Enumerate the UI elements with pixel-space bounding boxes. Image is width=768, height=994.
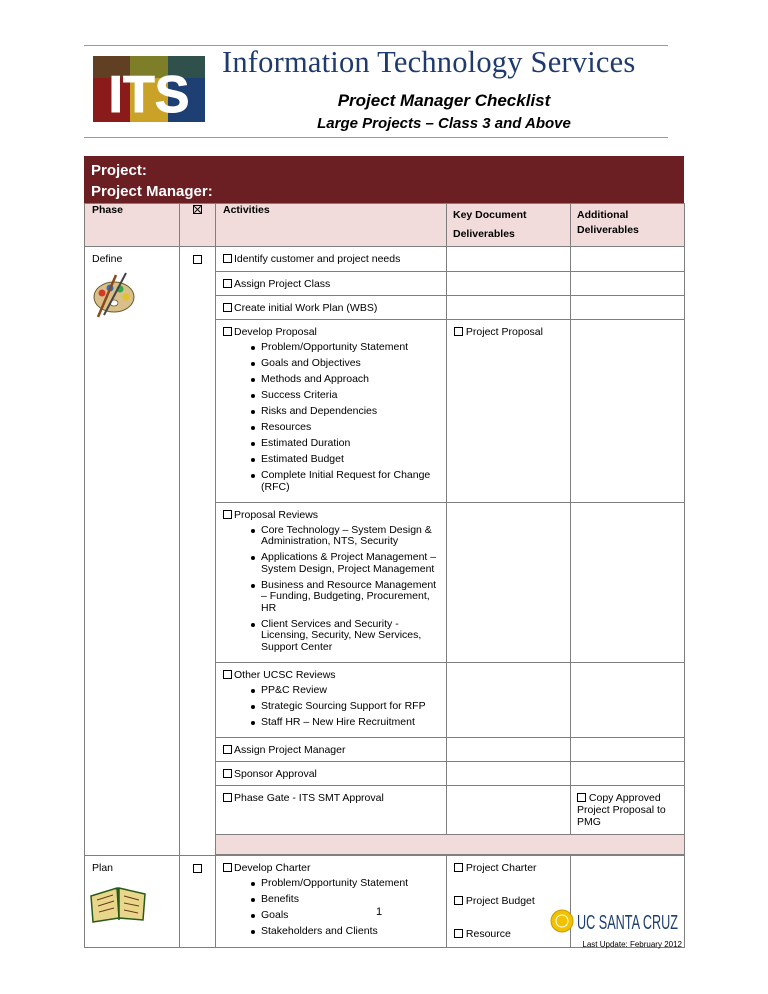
project-manager-label: Project Manager:: [91, 183, 213, 200]
empty-checkbox-icon[interactable]: [223, 327, 232, 336]
ucsc-review-items-list: [223, 685, 440, 729]
additional-cell: [571, 785, 685, 834]
list-item: Staff HR – New Hire Recruitment: [261, 717, 440, 729]
list-item: Estimated Budget: [261, 454, 440, 466]
page-number: 1: [376, 906, 383, 918]
key-doc-label: Project Proposal: [465, 326, 543, 338]
header-rule: [84, 137, 668, 138]
empty-checkbox-icon: [193, 864, 202, 873]
phase-define-cell: [85, 247, 180, 856]
phase-header: Phase: [85, 204, 180, 247]
empty-checkbox-icon[interactable]: [223, 769, 232, 778]
additional-label: Copy Approved Project Proposal to PMG: [577, 791, 666, 828]
additional-cell: [571, 272, 685, 296]
additional-cell: [571, 662, 685, 737]
list-item: Core Technology – System Design & Administration, NTS, Security: [261, 525, 440, 548]
key-doc-cell: [447, 247, 571, 272]
list-item: Problem/Opportunity Statement: [261, 878, 440, 890]
activity-label: Assign Project Class: [234, 278, 331, 290]
project-label: Project:: [91, 162, 147, 179]
empty-checkbox-icon[interactable]: [577, 793, 586, 802]
additional-cell: [571, 296, 685, 320]
additional-deliverables-header: Additional Deliverables: [571, 204, 685, 247]
activity-label: Phase Gate - ITS SMT Approval: [234, 791, 384, 804]
phase-name: Plan: [92, 861, 114, 874]
phase-define-checkbox[interactable]: [180, 247, 216, 856]
project-banner: [84, 156, 684, 203]
activity-label: Identify customer and project needs: [234, 253, 401, 265]
empty-checkbox-icon[interactable]: [223, 303, 232, 312]
open-book-icon: [89, 884, 147, 924]
activity-cell: [216, 320, 447, 503]
list-item: Stakeholders and Clients: [261, 926, 440, 938]
checklist-table: [84, 203, 685, 948]
proposal-items-list: [223, 342, 440, 493]
activity-label: Sponsor Approval: [234, 767, 317, 780]
empty-checkbox-icon[interactable]: [223, 863, 232, 872]
empty-checkbox-icon[interactable]: [223, 793, 232, 802]
list-item: Applications & Project Management – System Design, Project Management: [261, 552, 440, 575]
activity-cell: [216, 296, 447, 320]
key-doc-label: Project Budget: [465, 894, 535, 907]
activity-label: Develop Proposal: [234, 326, 317, 338]
list-item: Methods and Approach: [261, 374, 440, 386]
activity-cell: [216, 247, 447, 272]
activity-cell: [216, 272, 447, 296]
list-item: Problem/Opportunity Statement: [261, 342, 440, 354]
activity-cell: [216, 855, 447, 947]
additional-cell: [571, 320, 685, 503]
key-doc-label: Project Charter: [465, 861, 537, 874]
list-item: Estimated Duration: [261, 438, 440, 450]
last-update: Last Update: February 2012: [582, 940, 682, 949]
document-subtitle: Large Projects – Class 3 and Above: [317, 115, 571, 132]
key-doc-cell: [447, 272, 571, 296]
empty-checkbox-icon[interactable]: [454, 929, 463, 938]
ucsc-logo: [550, 907, 680, 935]
paint-palette-icon: [90, 269, 136, 319]
additional-cell: [571, 737, 685, 761]
activity-cell: [216, 785, 447, 834]
additional-cell: [571, 247, 685, 272]
list-item: Client Services and Security - Licensing, Security, New Services, Support Center: [261, 619, 440, 654]
document-title: Project Manager Checklist: [337, 91, 551, 110]
empty-checkbox-icon[interactable]: [223, 254, 232, 263]
svg-text:ITS: ITS: [108, 66, 190, 124]
checked-box-icon: [193, 205, 202, 214]
list-item: Strategic Sourcing Support for RFP: [261, 701, 440, 713]
empty-checkbox-icon[interactable]: [223, 279, 232, 288]
list-item: Success Criteria: [261, 390, 440, 402]
list-item: Risks and Dependencies: [261, 406, 440, 418]
empty-checkbox-icon: [193, 255, 202, 264]
key-doc-cell: [447, 761, 571, 785]
list-item: Benefits: [261, 894, 440, 906]
header-checkbox: [180, 204, 216, 247]
activity-label: Develop Charter: [234, 861, 311, 874]
list-item: PP&C Review: [261, 685, 440, 697]
key-doc-cell: [447, 502, 571, 662]
additional-cell: [571, 502, 685, 662]
empty-checkbox-icon[interactable]: [454, 896, 463, 905]
phase-plan-checkbox[interactable]: [180, 855, 216, 947]
separator-cell: [216, 834, 685, 854]
activity-label: Assign Project Manager: [234, 743, 346, 756]
key-doc-cell: [447, 320, 571, 503]
list-item: Business and Resource Management – Funding, Budgeting, Procurement, HR: [261, 580, 440, 615]
phase-plan-cell: [85, 855, 180, 947]
key-doc-cell: [447, 785, 571, 834]
activity-label: Proposal Reviews: [234, 508, 319, 521]
additional-cell: [571, 761, 685, 785]
list-item: Goals and Objectives: [261, 358, 440, 370]
svg-text:UC SANTA CRUZ: UC SANTA CRUZ: [577, 912, 678, 934]
its-logo: [93, 56, 205, 122]
key-doc-cell: [447, 662, 571, 737]
activity-cell: [216, 502, 447, 662]
table-header-row: [85, 204, 685, 247]
activity-label: Other UCSC Reviews: [234, 668, 336, 681]
table-row: [85, 247, 685, 272]
key-doc-cell: [447, 737, 571, 761]
activity-cell: [216, 737, 447, 761]
empty-checkbox-icon[interactable]: [454, 327, 463, 336]
key-doc-cell: [447, 296, 571, 320]
empty-checkbox-icon[interactable]: [223, 745, 232, 754]
list-item: Resources: [261, 422, 440, 434]
org-name: Information Technology Services: [222, 45, 636, 79]
empty-checkbox-icon[interactable]: [454, 863, 463, 872]
list-item: Goals: [261, 910, 440, 922]
activities-header: Activities: [216, 204, 447, 247]
activity-cell: [216, 761, 447, 785]
empty-checkbox-icon[interactable]: [223, 670, 232, 679]
key-document-header: Key Document Deliverables: [447, 204, 571, 247]
key-doc-label: Resource: [465, 927, 511, 940]
phase-name: Define: [92, 253, 123, 265]
activity-cell: [216, 662, 447, 737]
charter-items-list: [223, 878, 440, 938]
empty-checkbox-icon[interactable]: [223, 510, 232, 519]
activity-label: Create initial Work Plan (WBS): [234, 302, 378, 314]
review-items-list: [223, 525, 440, 654]
list-item: Complete Initial Request for Change (RFC): [261, 470, 440, 493]
